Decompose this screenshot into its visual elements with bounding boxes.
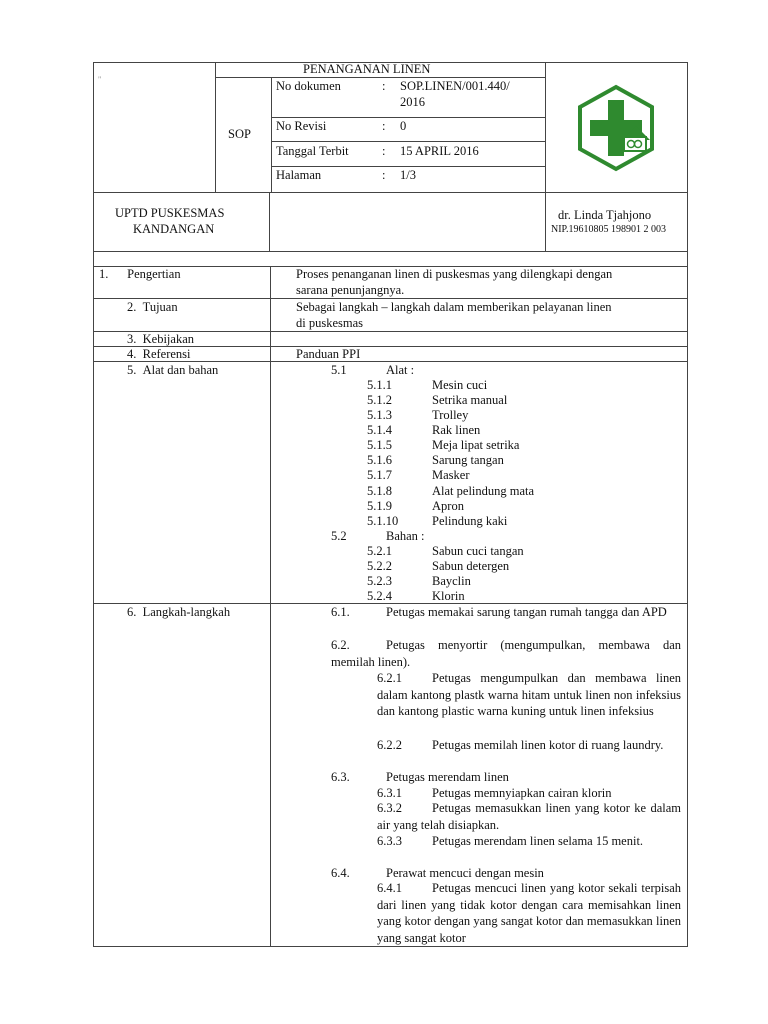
item-number: 5.1.2 <box>367 393 392 407</box>
item-text: Alat pelindung mata <box>432 484 535 498</box>
step-6-3-1-text: Petugas memnyiapkan cairan klorin <box>432 786 612 800</box>
item-number: 5.1.3 <box>367 408 392 422</box>
step-6-2-text: Petugas menyortir (mengumpulkan, membawa dan memilah linen). <box>331 638 681 669</box>
item-text: Klorin <box>432 589 465 603</box>
org-name-line2: KANDANGAN <box>133 222 215 236</box>
section-2-label: 2. Tujuan <box>127 300 178 314</box>
item-text: Rak linen <box>432 423 481 437</box>
halaman-value: 1/3 <box>400 168 416 182</box>
tanggal-terbit-value: 15 APRIL 2016 <box>400 144 479 158</box>
corner-mark: " <box>98 75 102 84</box>
alat-number: 5.1 <box>331 363 347 377</box>
document-title: PENANGANAN LINEN <box>303 62 431 76</box>
item-text: Trolley <box>432 408 469 422</box>
org-name-line1: UPTD PUSKESMAS <box>115 206 225 220</box>
item-number: 5.2.4 <box>367 589 392 603</box>
no-revisi-label: No Revisi <box>276 119 327 133</box>
item-text: Meja lipat setrika <box>432 438 520 452</box>
section-6-label: 6. Langkah-langkah <box>127 605 231 619</box>
item-text: Sarung tangan <box>432 453 504 467</box>
item-number: 5.1.1 <box>367 378 392 392</box>
step-6-1-number: 6.1. <box>331 605 350 619</box>
section-1-label: 1. Pengertian <box>99 267 181 281</box>
signer-name: dr. Linda Tjahjono <box>558 208 652 222</box>
step-6-4-1-text: Petugas mencuci linen yang kotor sekali terpisah dari linen yang tidak kotor dengan cara memisahkan linen yang kotor dengan yang sangat kotor dan memasukkan linen yang sangat kotor <box>377 881 681 945</box>
section-1-text-line2: sarana penunjangnya. <box>296 283 405 297</box>
step-6-3-3-number: 6.3.3 <box>377 834 402 848</box>
step-6-4-number: 6.4. <box>331 866 350 880</box>
halaman-label: Halaman <box>276 168 322 182</box>
bahan-title: Bahan : <box>386 529 425 543</box>
section-5-label: 5. Alat dan bahan <box>127 363 219 377</box>
no-revisi-sep: : <box>382 119 386 133</box>
item-number: 5.1.6 <box>367 453 392 467</box>
no-dokumen-label: No dokumen <box>276 79 341 93</box>
bahan-number: 5.2 <box>331 529 347 543</box>
step-6-3-2-number: 6.3.2 <box>377 801 402 815</box>
tanggal-terbit-label: Tanggal Terbit <box>276 144 349 158</box>
step-6-3-text: Petugas merendam linen <box>386 770 509 784</box>
tanggal-terbit-sep: : <box>382 144 386 158</box>
step-6-3-number: 6.3. <box>331 770 350 784</box>
item-number: 5.1.5 <box>367 438 392 452</box>
step-6-2-1-text: Petugas mengumpulkan dan membawa linen dalam kantong plastk warna hitam untuk linen non infeksius dan kantong plastic warna kuning untuk linen infeksius <box>377 671 681 718</box>
no-dokumen-value-line2: 2016 <box>400 95 425 109</box>
item-number: 5.1.7 <box>367 468 392 482</box>
item-text: Sabun detergen <box>432 559 510 573</box>
item-text: Pelindung kaki <box>432 514 508 528</box>
step-6-4-text: Perawat mencuci dengan mesin <box>386 866 544 880</box>
step-6-3-2-text: Petugas memasukkan linen yang kotor ke dalam air yang telah disiapkan. <box>377 801 681 832</box>
section-4-value: Panduan PPI <box>296 347 361 361</box>
no-dokumen-value: SOP.LINEN/001.440/ <box>400 79 510 93</box>
item-number: 5.2.3 <box>367 574 392 588</box>
step-6-2-1-number: 6.2.1 <box>377 671 402 685</box>
item-number: 5.1.4 <box>367 423 392 437</box>
step-6-2-number: 6.2. <box>331 638 350 652</box>
alat-title: Alat : <box>386 363 415 377</box>
step-6-2-2-number: 6.2.2 <box>377 738 402 752</box>
item-text: Apron <box>432 499 464 513</box>
no-dokumen-sep: : <box>382 79 386 93</box>
item-number: 5.1.9 <box>367 499 392 513</box>
item-number: 5.1.8 <box>367 484 392 498</box>
item-text: Setrika manual <box>432 393 508 407</box>
section-2-text-line2: di puskesmas <box>296 316 364 330</box>
puskesmas-logo-icon <box>572 84 660 172</box>
section-2-text-line1: Sebagai langkah – langkah dalam memberikan pelayanan linen <box>296 300 612 314</box>
step-6-2-2-text: Petugas memilah linen kotor di ruang laundry. <box>432 738 664 752</box>
section-3-label: 3. Kebijakan <box>127 332 194 346</box>
halaman-sep: : <box>382 168 386 182</box>
signer-nip: NIP.19610805 198901 2 003 <box>551 224 667 235</box>
item-text: Mesin cuci <box>432 378 488 392</box>
step-6-3-3-text: Petugas merendam linen selama 15 menit. <box>432 834 644 848</box>
step-6-3-1-number: 6.3.1 <box>377 786 402 800</box>
no-revisi-value: 0 <box>400 119 407 133</box>
sop-label: SOP <box>228 127 251 141</box>
item-text: Sabun cuci tangan <box>432 544 524 558</box>
item-text: Bayclin <box>432 574 471 588</box>
item-number: 5.1.10 <box>367 514 399 528</box>
item-number: 5.2.2 <box>367 559 392 573</box>
section-4-label: 4. Referensi <box>127 347 191 361</box>
step-6-4-1-number: 6.4.1 <box>377 881 402 895</box>
step-6-1-text: Petugas memakai sarung tangan rumah tangga dan APD <box>386 605 667 619</box>
section-1-text-line1: Proses penanganan linen di puskesmas yang dilengkapi dengan <box>296 267 613 281</box>
item-number: 5.2.1 <box>367 544 392 558</box>
item-text: Masker <box>432 468 470 482</box>
